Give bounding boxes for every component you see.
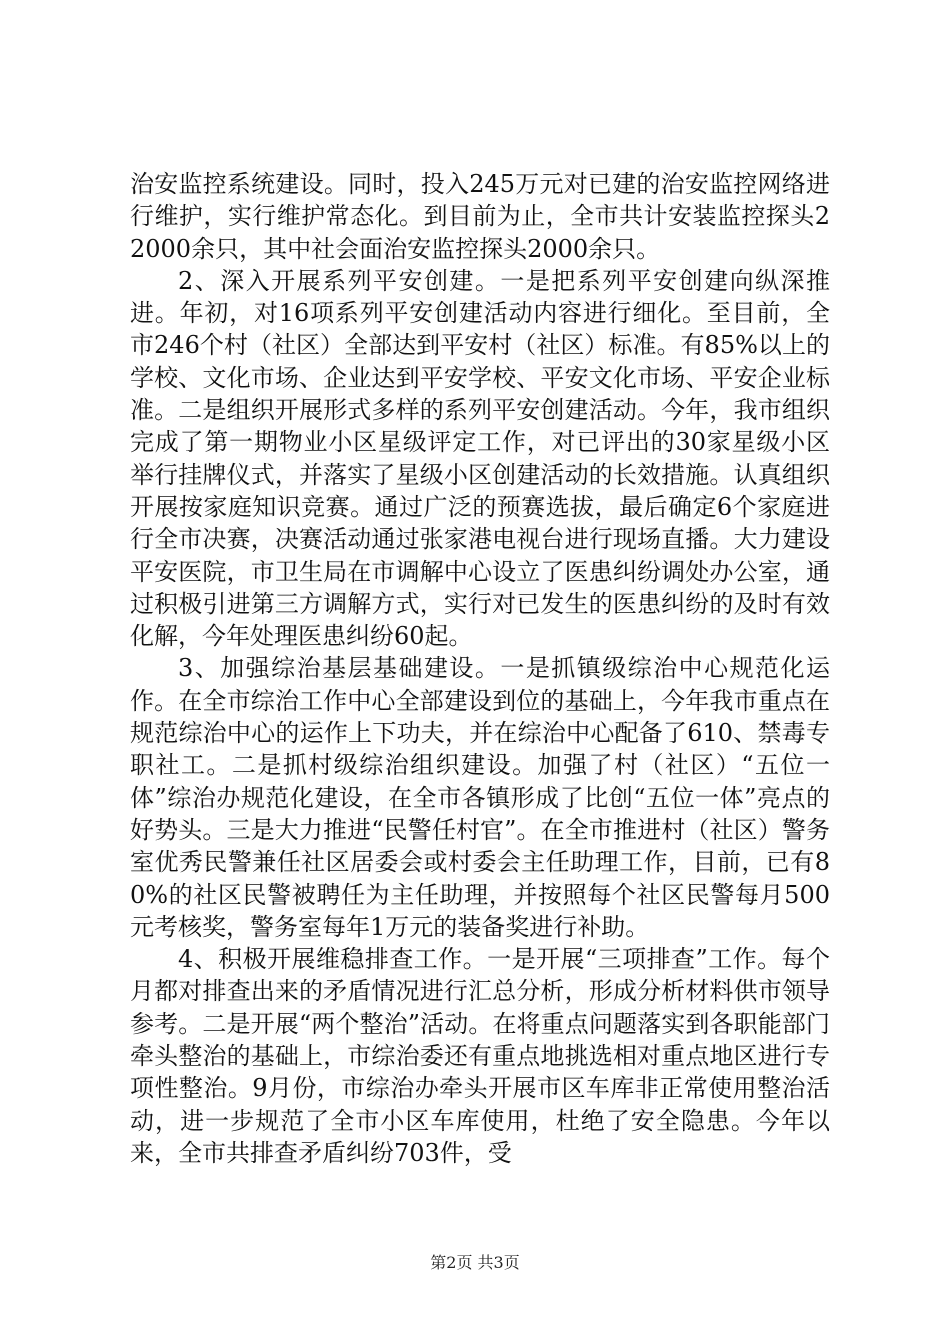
paragraph-2: 2、深入开展系列平安创建。一是把系列平安创建向纵深推进。年初，对16项系列平安创建活动内容进行细化。至目前，全市246个村（社区）全部达到平安村（社区）标准。有85%以上的学校、文化市场、企业达到平安学校、平安文化市场、平安企业标准。二是组织开展形式多样的系列平安创建活动。今年，我市组织完成了第一期物业小区星级评定工作，对已评出的30家星级小区举行挂牌仪式，并落实了星级小区创建活动的长效措施。认真组织开展按家庭知识竞赛。通过广泛的预赛选拔，最后确定6个家庭进行全市决赛，决赛活动通过张家港电视台进行现场直播。大力建设平安医院，市卫生局在市调解中心设立了医患纠纷调处办公室，通过积极引进第三方调解方式，实行对已发生的医患纠纷的及时有效化解，今年处理医患纠纷60起。 xyxy=(130,266,830,651)
page-footer: 第2页 共3页 xyxy=(430,1253,520,1272)
paragraph-4: 4、积极开展维稳排查工作。一是开展“三项排查”工作。每个月都对排查出来的矛盾情况进行汇总分析，形成分析材料供市领导参考。二是开展“两个整治”活动。在将重点问题落实到各职能部门牵头整治的基础上，市综治委还有重点地挑选相对重点地区进行专项性整治。9月份，市综治办牵头开展市区车库非正常使用整治活动，进一步规范了全市小区车库使用，杜绝了安全隐患。今年以来，全市共排查矛盾纠纷703件，受 xyxy=(130,945,830,1167)
document-body xyxy=(130,168,830,1169)
paragraph-1: 治安监控系统建设。同时，投入245万元对已建的治安监控网络进行维护，实行维护常态化。到目前为止，全市共计安装监控探头22000余只，其中社会面治安监控探头2000余只。 xyxy=(130,170,830,263)
paragraph-3: 3、加强综治基层基础建设。一是抓镇级综治中心规范化运作。在全市综治工作中心全部建设到位的基础上，今年我市重点在规范综治中心的运作上下功夫，并在综治中心配备了610、禁毒专职社工。二是抓村级综治组织建设。加强了村（社区）“五位一体”综治办规范化建设，在全市各镇形成了比创“五位一体”亮点的好势头。三是大力推进“民警任村官”。在全市推进村（社区）警务室优秀民警兼任社区居委会或村委会主任助理工作，目前，已有80%的社区民警被聘任为主任助理，并按照每个社区民警每月500元考核奖，警务室每年1万元的装备奖进行补助。 xyxy=(130,654,830,941)
